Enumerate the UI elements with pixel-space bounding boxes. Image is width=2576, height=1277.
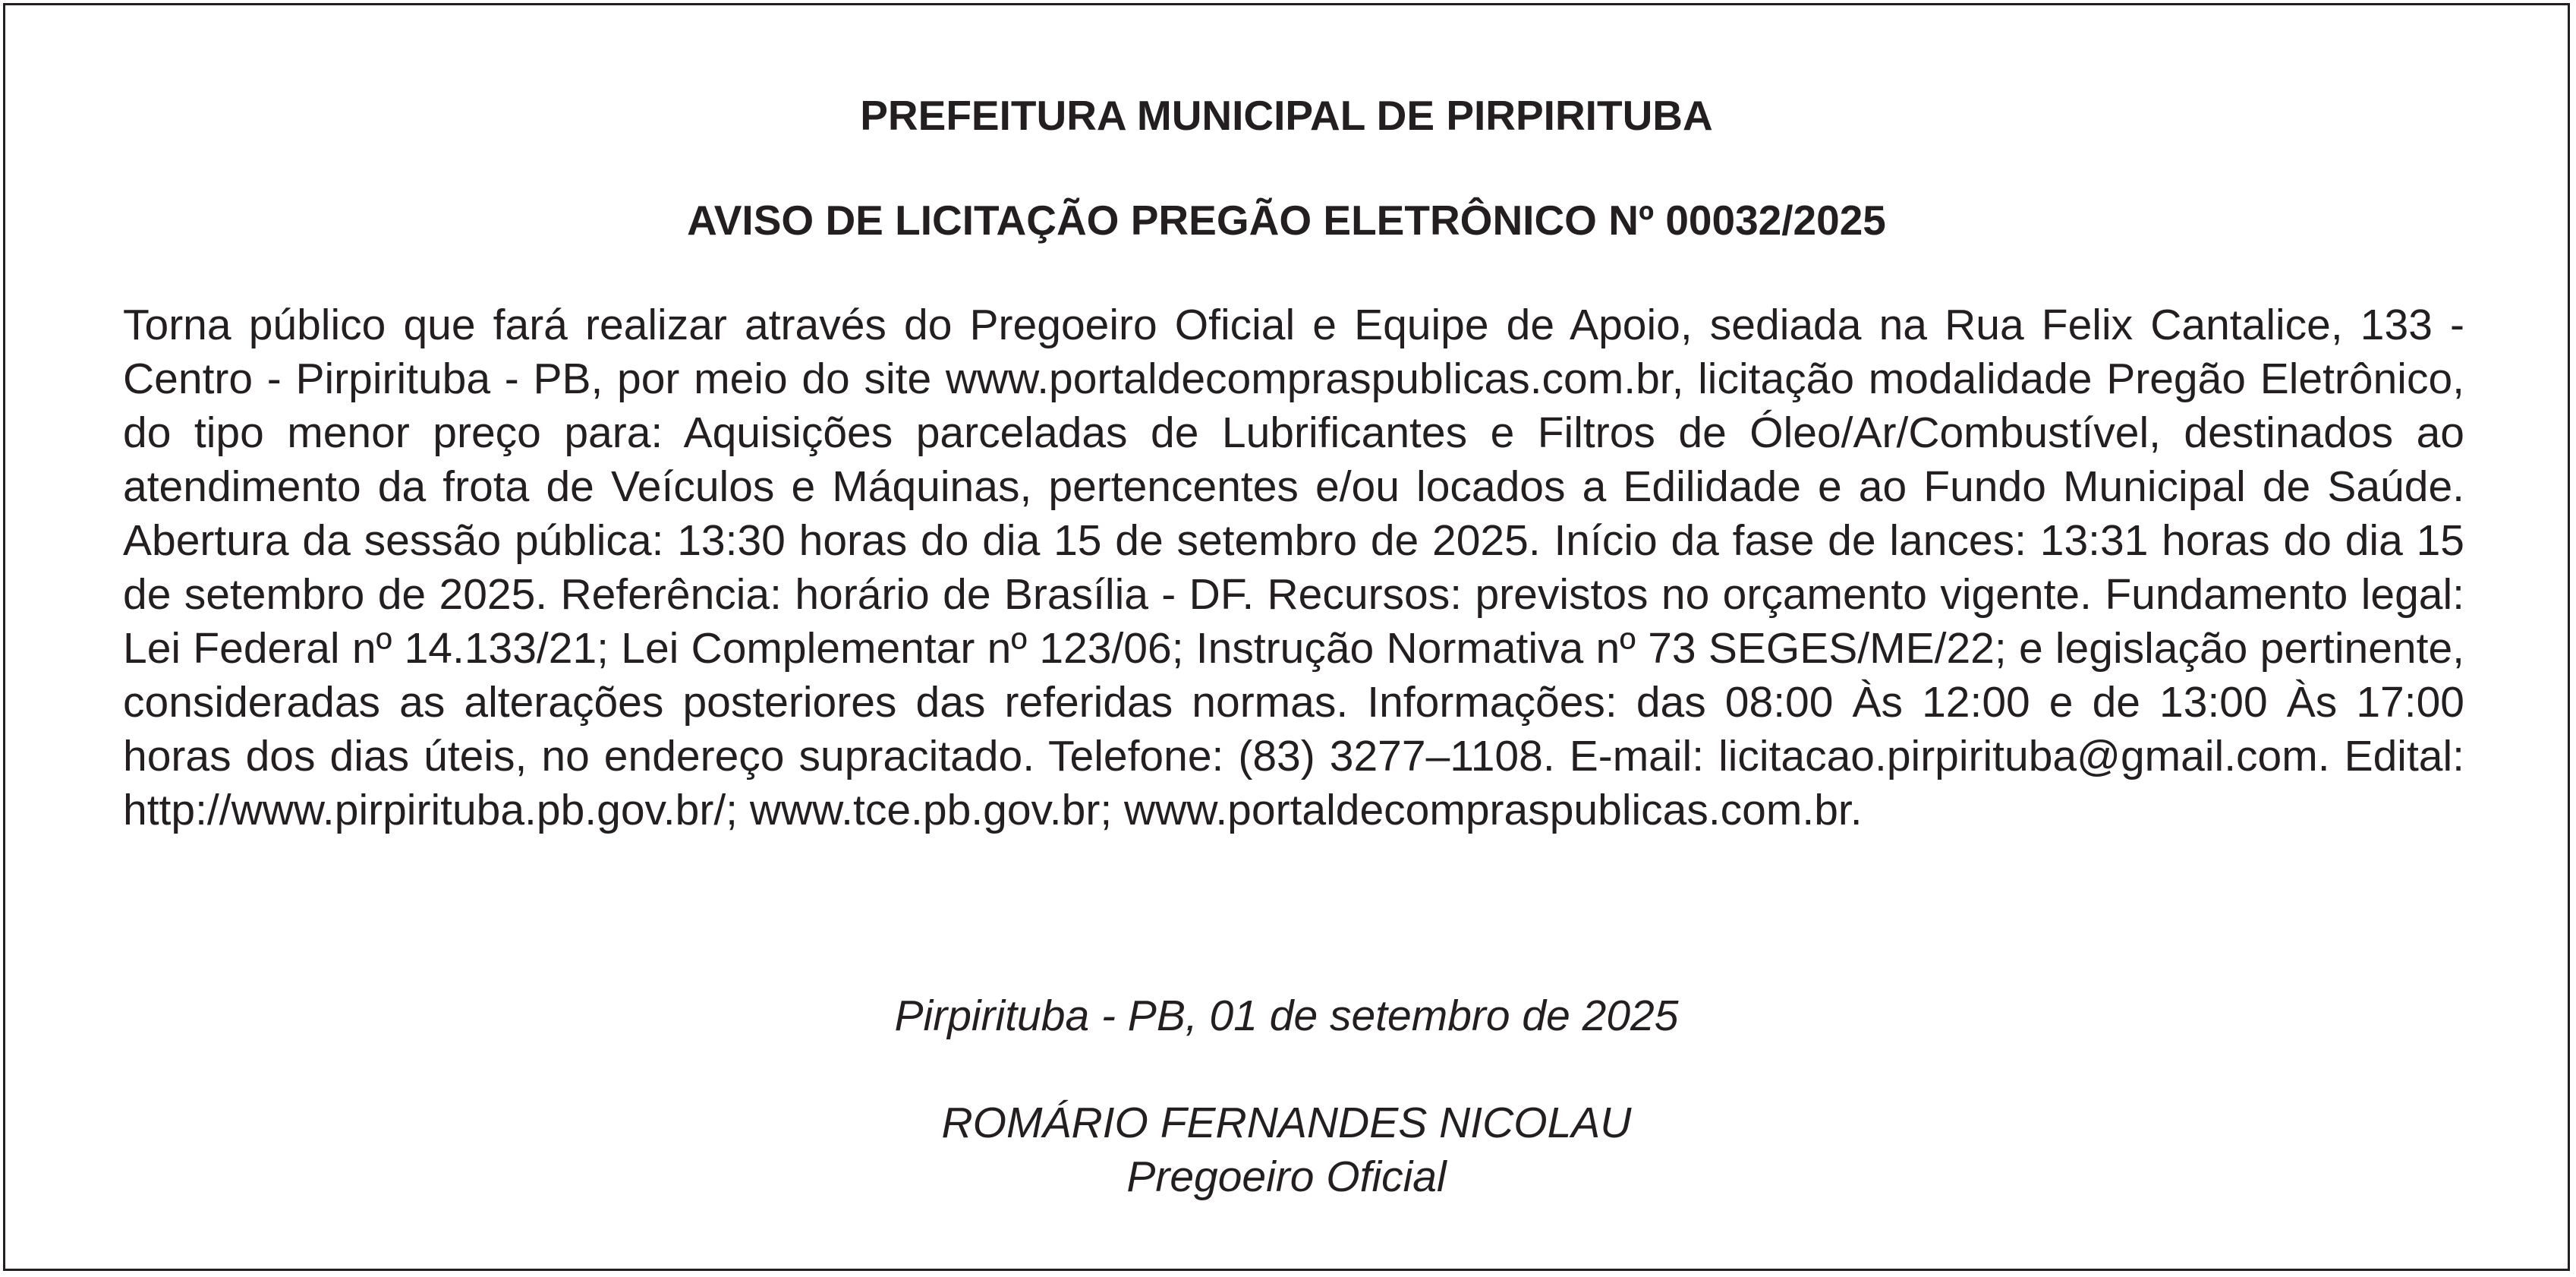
signer-role: Pregoeiro Oficial [1126, 1152, 1447, 1201]
notice-body-text: Torna público que fará realizar através do Pregoeiro Oficial e Equipe de Apoio, sediada na Rua Felix Cantalice, 133 - Centro - Pirpirituba - PB, por meio do site www.portaldecompraspublicas.com.br, licitação modalidade Pregão Eletrônico, do tipo menor preço para: Aquisições parceladas de Lubrificantes e Filtros de Óleo/Ar/Combustível, destinados ao atendimento da frota de Veículos e Máquinas, pertencentes e/ou locados a Edilidade e ao Fundo Municipal de Saúde. Abertura da sessão pública: 13:30 horas do dia 15 de setembro de 2025. Início da fase de lances: 13:31 horas do dia 15 de setembro de 2025. Referência: horário de Brasília - DF. Recursos: previstos no orçamento vigente. Fundamento legal: Lei Federal nº 14.133/21; Lei Complementar nº 123/06; Instrução Normativa nº 73 SEGES/ME/22; e legislação pertinente, consideradas as alterações posteriores das referidas normas. Informações: das 08:00 Às 12:00 e de 13:00 Às 17:00 horas dos dias úteis, no endereço supracitado. Telefone: (83) 3277–1108. E-mail: licitacao.pirpirituba@gmail.com. Edital: http://www.pirpirituba.pb.gov.br/; www.tce.pb.gov.br; www.portaldecompraspublicas.com.br. [123, 301, 2464, 834]
organization-title: PREFEITURA MUNICIPAL DE PIRPIRITUBA [860, 92, 1713, 139]
notice-title: AVISO DE LICITAÇÃO PREGÃO ELETRÔNICO Nº 00032/2025 [687, 197, 1886, 244]
signer-name: ROMÁRIO FERNANDES NICOLAU [941, 1099, 1632, 1147]
notice-frame [3, 3, 2570, 1271]
place-and-date: Pirpirituba - PB, 01 de setembro de 2025 [894, 992, 1679, 1040]
